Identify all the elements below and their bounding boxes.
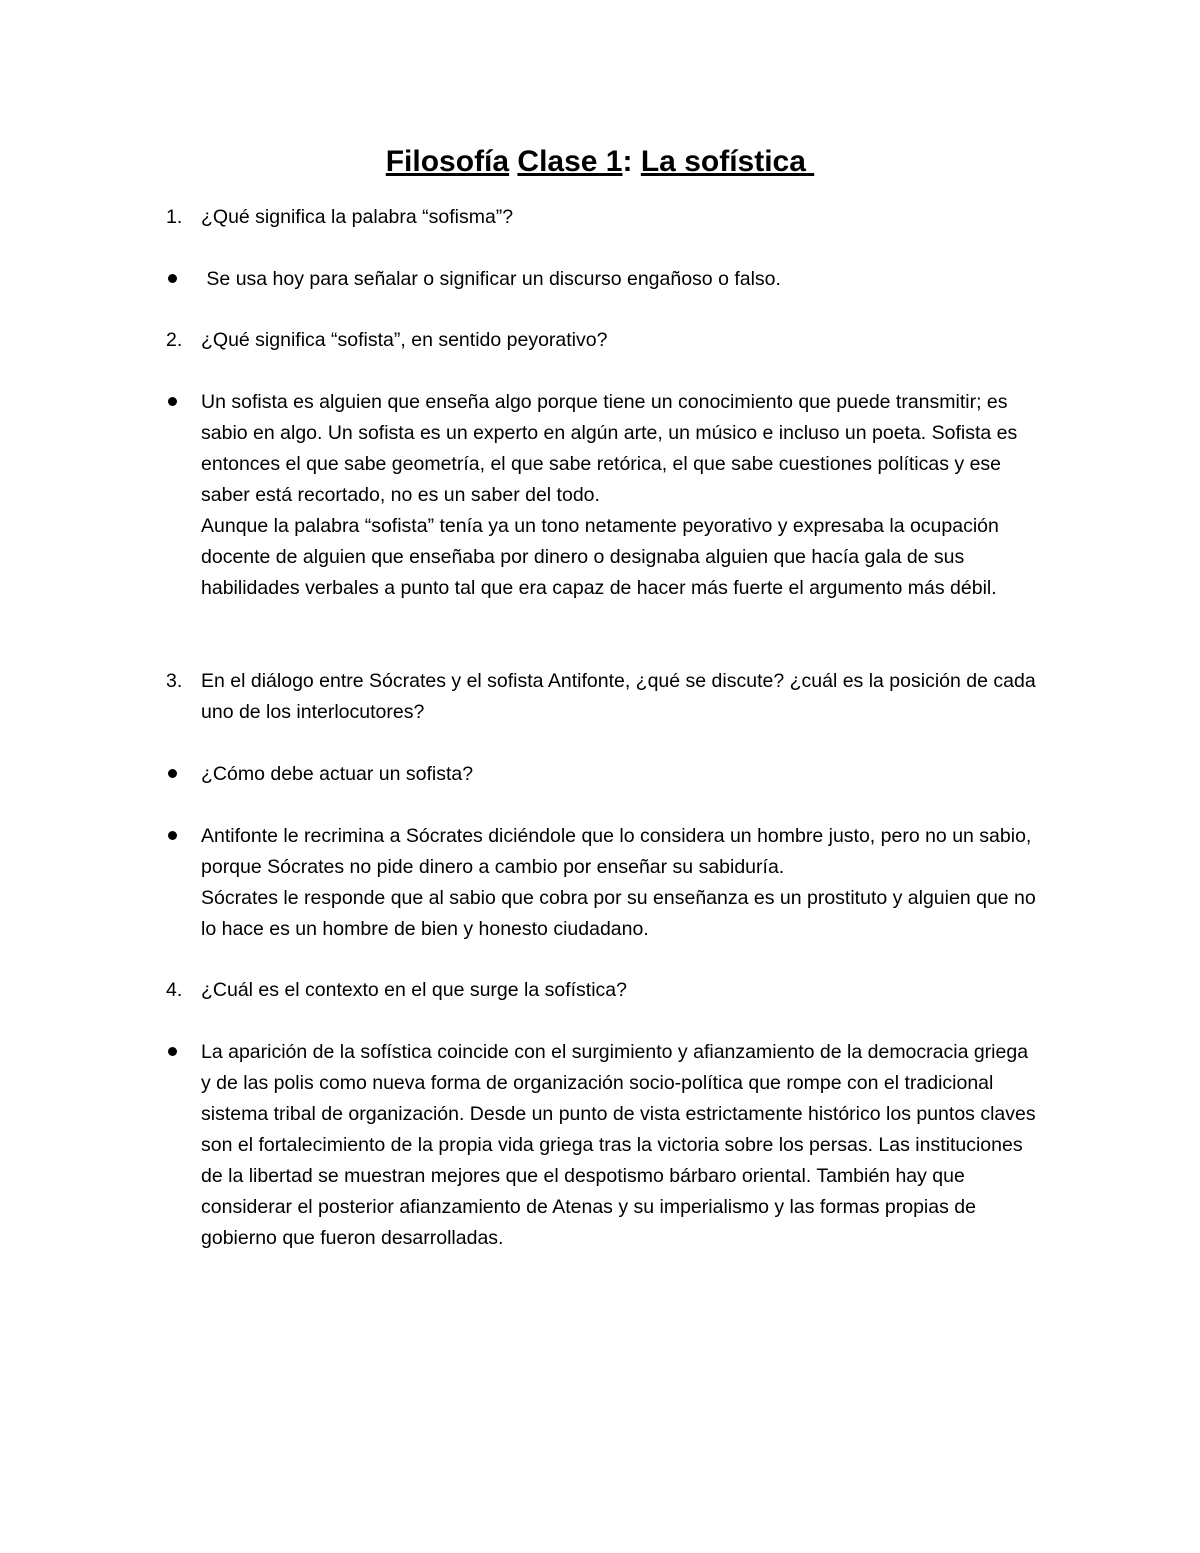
title-part-class: Clase 1 [517, 145, 623, 178]
question-1-number: 1. [166, 206, 183, 228]
question-1-text: ¿Qué significa la palabra “sofisma”? [201, 206, 514, 228]
bullet-icon [168, 397, 177, 406]
bullet-icon [168, 831, 177, 840]
title-part-subject: Filosofía [385, 145, 510, 178]
sub-question-3-text: ¿Cómo debe actuar un sofista? [201, 763, 474, 785]
question-3-text: En el diálogo entre Sócrates y el sofista Antifonte, ¿qué se discute? ¿cuál es la posición de cada uno de los interlocutores? [201, 670, 1042, 723]
question-2-text: ¿Qué significa “sofista”, en sentido peyorativo? [201, 329, 608, 351]
bullet-icon [168, 1047, 177, 1056]
page-title [0, 142, 1200, 182]
bullet-icon [168, 769, 177, 778]
answer-3-text: Antifonte le recrimina a Sócrates diciéndole que lo considera un hombre justo, pero no un sabio, porque Sócrates no pide dinero a cambio por enseñar su sabiduría. Sócrates le responde que al sabio que cobra por su enseñanza es un prostituto y alguien que no lo hace es un hombre de bien y honesto ciudadano. [201, 825, 1036, 940]
answer-4-text: La aparición de la sofística coincide con el surgimiento y afianzamiento de la democracia griega y de las polis como nueva forma de organización socio-política que rompe con el tradicional sistema tribal de organización. Desde un punto de vista estrictamente histórico los puntos claves son el fortalecimiento de la propia vida griega tras la victoria sobre los persas. Las instituciones de la libertad se muestran mejores que el despotismo bárbaro oriental. También hay que considerar el posterior afianzamiento de Atenas y su imperialismo y las formas propias de gobierno que fueron desarrolladas. [201, 1041, 1042, 1249]
question-4-number: 4. [166, 979, 183, 1001]
bullet-icon [168, 274, 177, 283]
title-part-topic: La sofística [640, 145, 815, 178]
question-3-number: 3. [166, 670, 183, 692]
question-2-number: 2. [166, 329, 183, 351]
answer-2-text: Un sofista es alguien que enseña algo porque tiene un conocimiento que puede transmitir; es sabio en algo. Un sofista es un experto en algún arte, un músico e incluso un poeta. Sofista es entonces el que sabe geometría, el que sabe retórica, el que sabe cuestiones políticas y ese saber está recortado, no es un saber del todo. Aunque la palabra “sofista” tenía ya un tono netamente peyorativo y expresaba la ocupación docente de alguien que enseñaba por dinero o designaba alguien que hacía gala de sus habilidades verbales a punto tal que era capaz de hacer más fuerte el argumento más débil. [201, 391, 1018, 599]
answer-1-text: Se usa hoy para señalar o significar un discurso engañoso o falso. [201, 268, 781, 290]
title-colon: : [622, 145, 633, 178]
question-4-text: ¿Cuál es el contexto en el que surge la sofística? [201, 979, 627, 1001]
